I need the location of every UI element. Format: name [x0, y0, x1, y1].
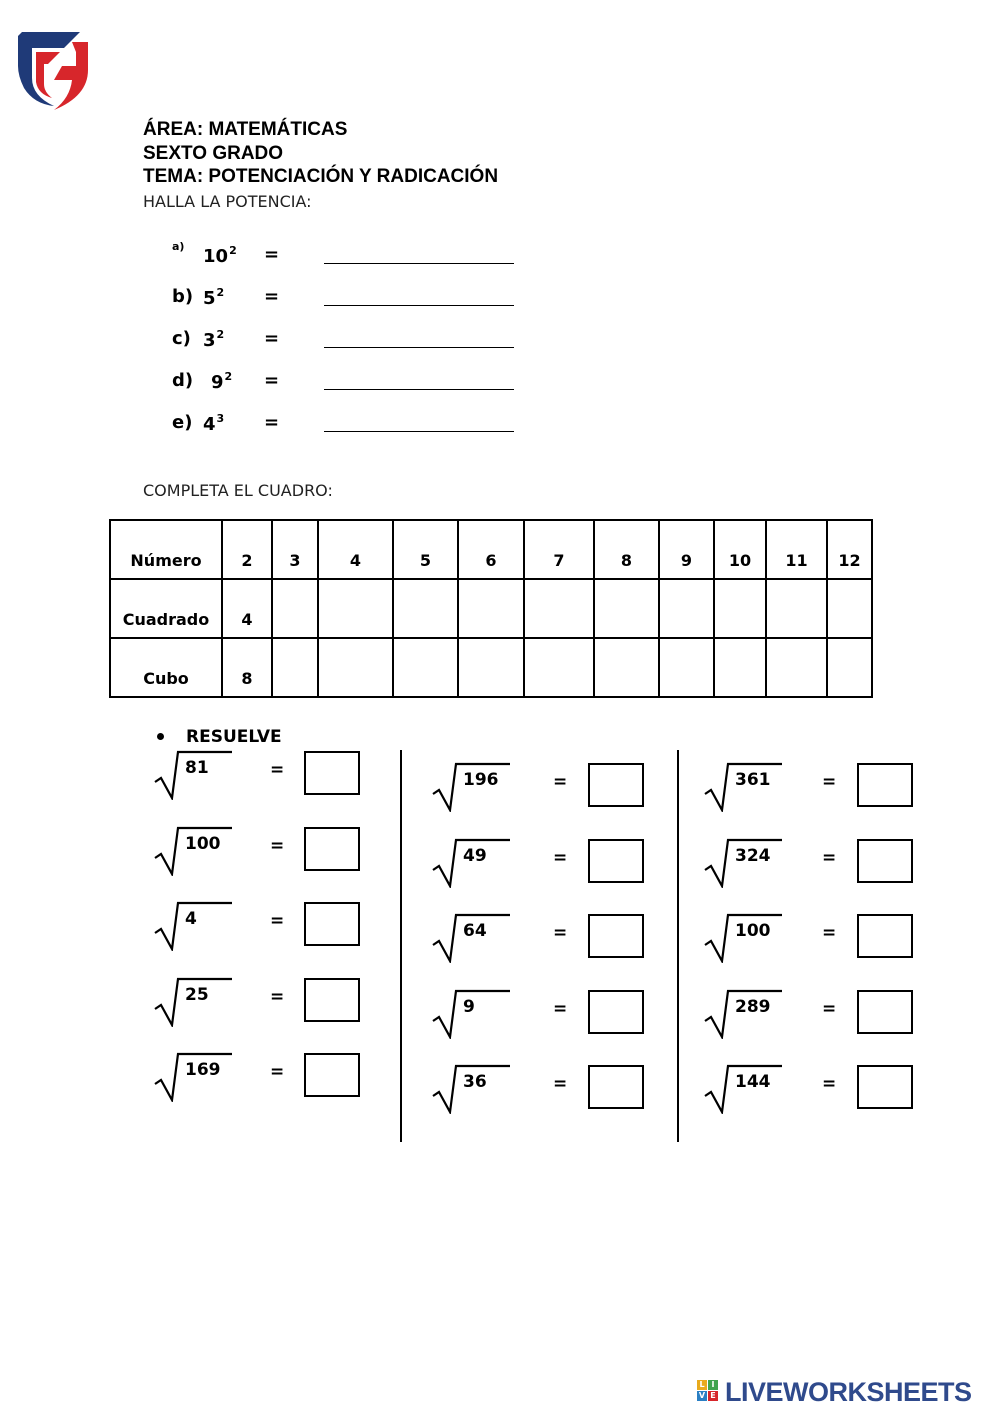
answer-line[interactable] [324, 389, 514, 390]
answer-box[interactable] [588, 763, 644, 807]
equals-sign: = [270, 987, 285, 1007]
answer-cell[interactable] [827, 579, 872, 638]
power-expression: $5^2$ [203, 286, 225, 309]
square-root-expression [704, 987, 784, 1037]
answer-box[interactable] [304, 827, 360, 871]
brand-tile: V [698, 1391, 706, 1400]
equals-sign: = [822, 1074, 837, 1094]
table-cell: 7 [524, 520, 594, 579]
radicand: 100 [185, 834, 221, 854]
radicand: 144 [735, 1072, 771, 1092]
answer-cell[interactable] [458, 579, 524, 638]
table-row-number [110, 520, 872, 579]
answer-box[interactable] [588, 990, 644, 1034]
table-cell: 11 [766, 520, 827, 579]
answer-box[interactable] [304, 751, 360, 795]
radicand: 324 [735, 846, 771, 866]
equals-sign: = [264, 370, 280, 391]
radicand: 169 [185, 1060, 221, 1080]
answer-box[interactable] [857, 990, 913, 1034]
square-root-expression [432, 1062, 512, 1112]
power-item [172, 240, 532, 270]
radicand: 4 [185, 909, 197, 929]
answer-cell[interactable] [458, 638, 524, 697]
answer-box[interactable] [304, 902, 360, 946]
school-logo [14, 26, 94, 114]
row-header: Cuadrado [110, 579, 222, 638]
answer-cell[interactable] [827, 638, 872, 697]
table-cell: 9 [659, 520, 714, 579]
answer-box[interactable] [588, 839, 644, 883]
grade-heading: SEXTO GRADO [143, 143, 284, 164]
radicand: 49 [463, 846, 487, 866]
answer-cell[interactable] [393, 638, 458, 697]
square-root-expression [704, 911, 784, 961]
table-cell: 8 [222, 638, 272, 697]
equals-sign: = [553, 772, 568, 792]
power-expression: $10^2$ [203, 244, 237, 267]
power-item [172, 366, 532, 396]
power-expression: $3^2$ [203, 328, 225, 351]
equals-sign: = [822, 923, 837, 943]
equals-sign: = [822, 999, 837, 1019]
answer-box[interactable] [304, 978, 360, 1022]
power-expression: $9^2$ [211, 370, 233, 393]
answer-box[interactable] [857, 1065, 913, 1109]
power-item [172, 408, 532, 438]
answer-box[interactable] [857, 839, 913, 883]
row-header: Cubo [110, 638, 222, 697]
table-cell: 6 [458, 520, 524, 579]
table-cell: 8 [594, 520, 659, 579]
answer-box[interactable] [304, 1053, 360, 1097]
answer-box[interactable] [588, 914, 644, 958]
table-cell: 4 [222, 579, 272, 638]
table-cell: 5 [393, 520, 458, 579]
radicand: 64 [463, 921, 487, 941]
answer-cell[interactable] [594, 579, 659, 638]
powers-instruction: HALLA LA POTENCIA: [143, 192, 312, 211]
equals-sign: = [822, 848, 837, 868]
power-expression: $4^3$ [203, 412, 225, 435]
equals-sign: = [264, 286, 280, 307]
section-title: RESUELVE [186, 727, 282, 747]
equals-sign: = [270, 760, 285, 780]
radicand: 289 [735, 997, 771, 1017]
equals-sign: = [553, 923, 568, 943]
brand-name: LIVEWORKSHEETS [725, 1377, 972, 1407]
square-root-expression [432, 760, 512, 810]
equals-sign: = [553, 1074, 568, 1094]
brand-tile: E [708, 1391, 718, 1401]
square-root-expression [154, 975, 234, 1025]
item-label: e) [172, 412, 193, 433]
answer-cell[interactable] [318, 638, 393, 697]
radicand: 36 [463, 1072, 487, 1092]
answer-cell[interactable] [766, 638, 827, 697]
answer-cell[interactable] [714, 579, 766, 638]
equals-sign: = [270, 1062, 285, 1082]
answer-cell[interactable] [272, 579, 318, 638]
answer-cell[interactable] [318, 579, 393, 638]
square-root-expression [154, 899, 234, 949]
answer-line[interactable] [324, 431, 514, 432]
radicand: 25 [185, 985, 209, 1005]
brand-tile: L [697, 1380, 707, 1390]
item-label: c) [172, 328, 191, 349]
equals-sign: = [270, 911, 285, 931]
row-header: Número [110, 520, 222, 579]
equals-sign: = [270, 836, 285, 856]
equals-sign: = [264, 244, 280, 265]
table-row-square [110, 579, 872, 638]
radicand: 100 [735, 921, 771, 941]
area-heading: ÁREA: MATEMÁTICAS [143, 119, 348, 140]
radicand: 9 [463, 997, 475, 1017]
answer-cell[interactable] [272, 638, 318, 697]
column-divider [400, 750, 402, 1142]
answer-cell[interactable] [594, 638, 659, 697]
item-label: b) [172, 286, 194, 307]
item-label: a) [172, 240, 185, 253]
brand-tile: I [708, 1380, 718, 1390]
answer-cell[interactable] [766, 579, 827, 638]
answer-box[interactable] [857, 763, 913, 807]
square-root-expression [432, 987, 512, 1037]
squares-cubes-table [109, 519, 873, 698]
table-cell: 4 [318, 520, 393, 579]
answer-line[interactable] [324, 263, 514, 264]
answer-cell[interactable] [714, 638, 766, 697]
table-cell: 3 [272, 520, 318, 579]
power-item [172, 324, 532, 354]
bullet-icon [157, 733, 164, 740]
answer-box[interactable] [857, 914, 913, 958]
table-cell: 10 [714, 520, 766, 579]
equals-sign: = [264, 412, 280, 433]
topic-heading: TEMA: POTENCIACIÓN Y RADICACIÓN [143, 166, 499, 187]
answer-cell[interactable] [524, 579, 594, 638]
radicand: 81 [185, 758, 209, 778]
square-root-expression [432, 836, 512, 886]
square-root-expression [154, 748, 234, 798]
table-cell: 2 [222, 520, 272, 579]
square-root-expression [154, 1050, 234, 1100]
square-root-expression [704, 1062, 784, 1112]
answer-box[interactable] [588, 1065, 644, 1109]
equals-sign: = [264, 328, 280, 349]
table-instruction: COMPLETA EL CUADRO: [143, 481, 333, 500]
equals-sign: = [553, 848, 568, 868]
answer-line[interactable] [324, 305, 514, 306]
answer-cell[interactable] [393, 579, 458, 638]
square-root-expression [154, 824, 234, 874]
answer-cell[interactable] [659, 579, 714, 638]
square-root-expression [704, 760, 784, 810]
column-divider [677, 750, 679, 1142]
equals-sign: = [822, 772, 837, 792]
square-root-expression [704, 836, 784, 886]
answer-cell[interactable] [659, 638, 714, 697]
equals-sign: = [553, 999, 568, 1019]
answer-cell[interactable] [524, 638, 594, 697]
answer-line[interactable] [324, 347, 514, 348]
square-root-expression [432, 911, 512, 961]
table-cell: 12 [827, 520, 872, 579]
radicand: 196 [463, 770, 499, 790]
item-label: d) [172, 370, 194, 391]
table-row-cube [110, 638, 872, 697]
power-item [172, 282, 532, 312]
radicand: 361 [735, 770, 771, 790]
